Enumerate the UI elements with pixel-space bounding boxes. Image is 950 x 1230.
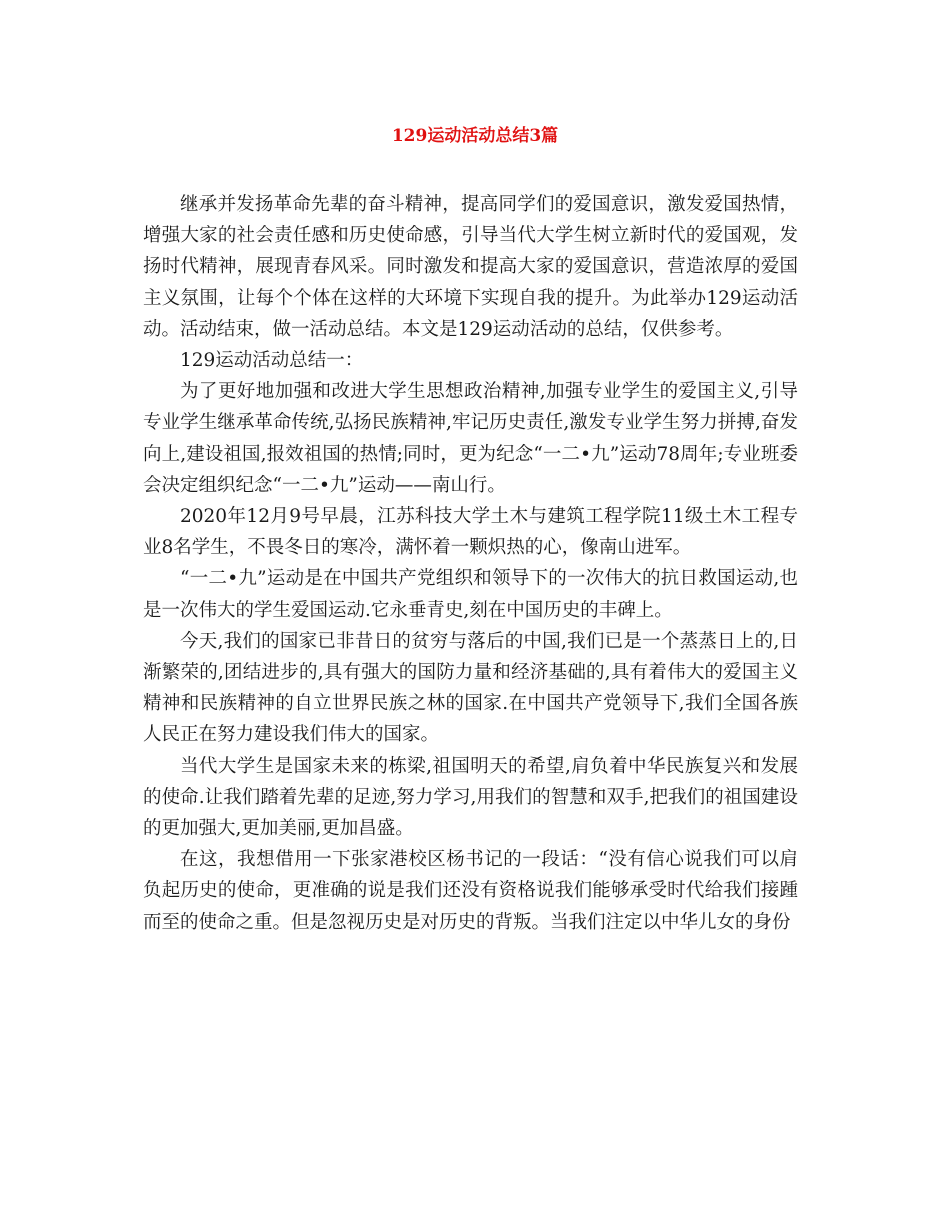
paragraph: 2020年12月9号早晨，江苏科技大学土木与建筑工程学院11级土木工程专业8名学生，不畏冬日的寒冷，满怀着一颗炽热的心，像南山进军。 — [143, 506, 798, 559]
paragraph-intro: 继承并发扬革命先辈的奋斗精神，提高同学们的爱国意识，激发爱国热情，增强大家的社会责任感和历史使命感，引导当代大学生树立新时代的爱国观，发扬时代精神，展现青春风采。同时激发和提高大家的爱国意识，营造浓厚的爱国主义氛围，让每个个体在这样的大环境下实现自我的提升。为此举办129运动活动。活动结束，做一活动总结。本文是129运动活动的总结，仅供参考。 — [143, 194, 798, 340]
paragraph: 为了更好地加强和改进大学生思想政治精神,加强专业学生的爱国主义,引导专业学生继承革命传统,弘扬民族精神,牢记历史责任,激发专业学生努力拼搏,奋发向上,建设祖国,报效祖国的热情;同时，更为纪念“一二•九”运动78周年;专业班委会决定组织纪念“一二•九”运动——南山行。 — [143, 381, 798, 496]
paragraph: 在这，我想借用一下张家港校区杨书记的一段话：“没有信心说我们可以肩负起历史的使命，更准确的说是我们还没有资格说我们能够承受时代给我们接踵而至的使命之重。但是忽视历史是对历史的背叛。当我们注定以中华儿女的身份 — [143, 849, 798, 933]
section-heading: 129运动活动总结一： — [180, 350, 364, 372]
document-body — [143, 189, 798, 938]
paragraph: 今天,我们的国家已非昔日的贫穷与落后的中国,我们已是一个蒸蒸日上的,日渐繁荣的,团结进步的,具有强大的国防力量和经济基础的,具有着伟大的爱国主义精神和民族精神的自立世界民族之林的国家.在中国共产党领导下,我们全国各族人民正在努力建设我们伟大的国家。 — [143, 630, 798, 746]
paragraph: 当代大学生是国家未来的栋梁,祖国明天的希望,肩负着中华民族复兴和发展的使命.让我们踏着先辈的足迹,努力学习,用我们的智慧和双手,把我们的祖国建设的更加强大,更加美丽,更加昌盛。 — [143, 755, 798, 840]
document-title: 129运动活动总结3篇 — [391, 126, 559, 146]
paragraph: “一二•九”运动是在中国共产党组织和领导下的一次伟大的抗日救国运动,也是一次伟大的学生爱国运动.它永垂青史,刻在中国历史的丰碑上。 — [143, 568, 798, 621]
